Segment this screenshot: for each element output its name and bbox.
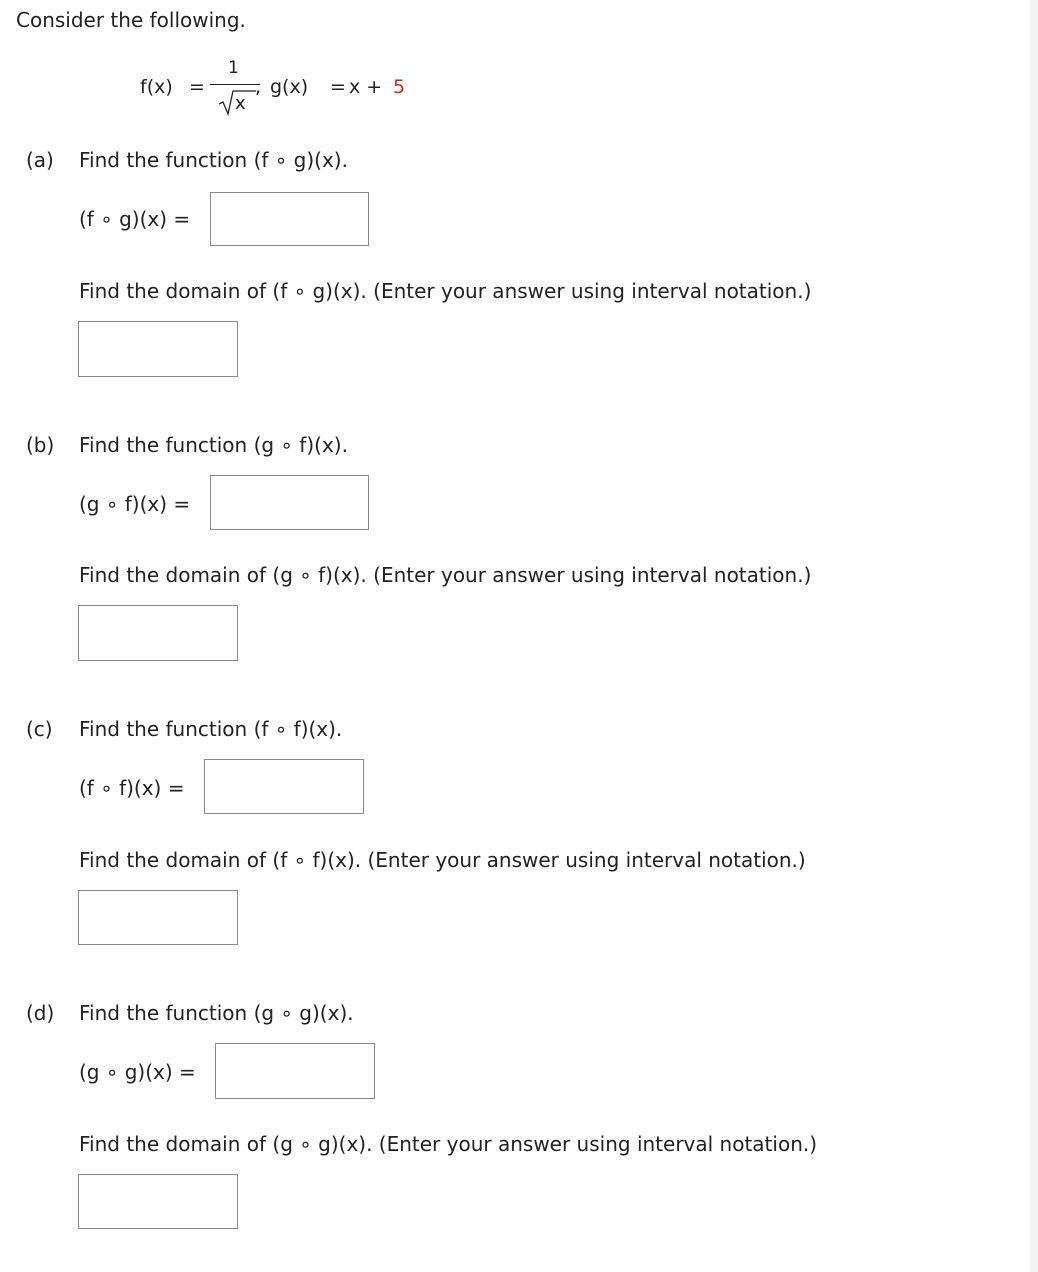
equals-sign: = <box>330 76 346 98</box>
g-definition-label: g(x) <box>270 76 309 98</box>
separator-comma: , <box>255 76 262 98</box>
part-a-answer-label: (f ∘ g)(x) = <box>79 207 191 231</box>
part-d-domain-input[interactable] <box>78 1174 238 1229</box>
part-b-function-input[interactable] <box>210 475 369 530</box>
fraction-denominator: x <box>235 93 246 114</box>
part-c-label: (c) <box>26 717 53 741</box>
part-c-answer-label: (f ∘ f)(x) = <box>79 776 185 800</box>
fraction-bar <box>210 84 260 85</box>
part-c-function-input[interactable] <box>204 759 364 814</box>
part-c-domain-input[interactable] <box>78 890 238 945</box>
part-b-answer-label: (g ∘ f)(x) = <box>79 492 191 516</box>
part-a-domain-prompt: Find the domain of (f ∘ g)(x). (Enter your answer using interval notation.) <box>79 279 812 303</box>
part-d-domain-prompt: Find the domain of (g ∘ g)(x). (Enter your answer using interval notation.) <box>79 1132 818 1156</box>
part-d-answer-label: (g ∘ g)(x) = <box>79 1060 196 1084</box>
equals-sign: = <box>189 76 205 98</box>
part-b-label: (b) <box>26 433 55 457</box>
intro-text: Consider the following. <box>16 8 246 32</box>
part-b-domain-prompt: Find the domain of (g ∘ f)(x). (Enter your answer using interval notation.) <box>79 563 812 587</box>
part-a-function-input[interactable] <box>210 192 369 246</box>
part-d-function-input[interactable] <box>215 1043 375 1099</box>
part-c-function-prompt: Find the function (f ∘ f)(x). <box>79 717 343 741</box>
part-a-function-prompt: Find the function (f ∘ g)(x). <box>79 148 348 172</box>
part-b-domain-input[interactable] <box>78 605 238 661</box>
g-definition-constant: 5 <box>393 76 406 98</box>
g-definition-expression: x + <box>349 76 383 98</box>
part-d-function-prompt: Find the function (g ∘ g)(x). <box>79 1001 354 1025</box>
part-c-domain-prompt: Find the domain of (f ∘ f)(x). (Enter your answer using interval notation.) <box>79 848 806 872</box>
part-a-domain-input[interactable] <box>78 321 238 377</box>
fraction-numerator: 1 <box>228 58 239 78</box>
part-a-label: (a) <box>26 148 54 172</box>
f-definition-label: f(x) <box>140 76 173 98</box>
part-b-function-prompt: Find the function (g ∘ f)(x). <box>79 433 348 457</box>
part-d-label: (d) <box>26 1001 55 1025</box>
